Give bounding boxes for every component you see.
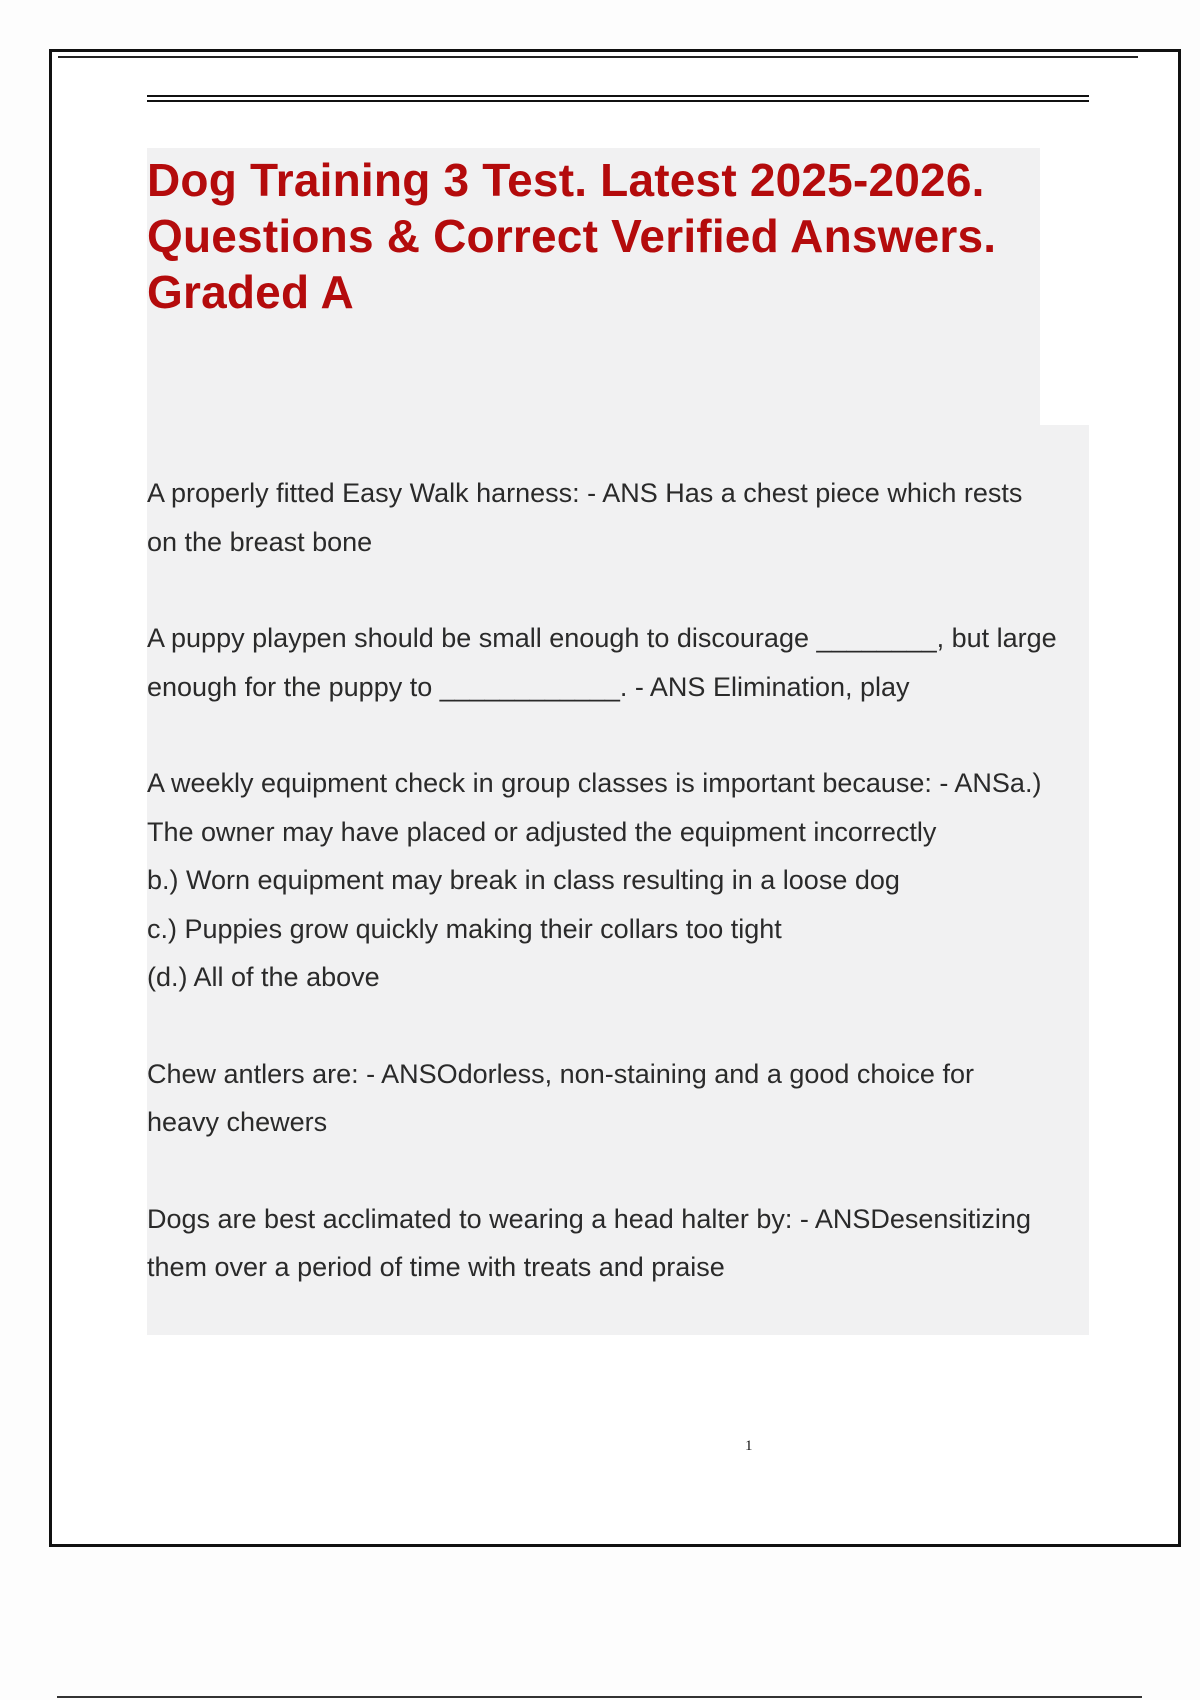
question-line: A weekly equipment check in group classes is important because: - ANSa.) (147, 768, 1042, 798)
title-line: Graded A (147, 266, 354, 318)
question-line: Dogs are best acclimated to wearing a head halter by: - ANSDesensitizing (147, 1203, 1031, 1234)
frame-top-line (58, 56, 1138, 58)
question-line: on the breast bone (147, 526, 373, 557)
question-item (147, 759, 1089, 1002)
title-block (147, 148, 1040, 425)
question-line: Chew antlers are: - ANSOdorless, non-staining and a good choice for (147, 1058, 974, 1089)
content-block (147, 425, 1089, 1335)
page-number: 1 (745, 1438, 753, 1454)
question-item (147, 1050, 1089, 1147)
document-title (147, 148, 1040, 320)
question-line: heavy chewers (147, 1107, 328, 1137)
title-line: Dog Training 3 Test. Latest 2025-2026. (147, 154, 985, 206)
question-item (147, 469, 1089, 566)
question-line: The owner may have placed or adjusted the equipment incorrectly (147, 816, 937, 847)
title-line: Questions & Correct Verified Answers. (147, 210, 997, 262)
question-list (147, 469, 1089, 1340)
question-line: c.) Puppies grow quickly making their collars too tight (147, 913, 782, 944)
page-frame (49, 49, 1181, 1547)
question-line: them over a period of time with treats and praise (147, 1252, 725, 1282)
question-line: A puppy playpen should be small enough to discourage ________, but large (147, 623, 1057, 653)
title-divider (147, 95, 1089, 102)
question-line: A properly fitted Easy Walk harness: - ANS Has a chest piece which rests (147, 478, 1023, 508)
question-item (147, 1195, 1089, 1292)
question-line: (d.) All of the above (147, 962, 380, 992)
bottom-rule (57, 1696, 1142, 1698)
question-line: b.) Worn equipment may break in class resulting in a loose dog (147, 865, 900, 895)
question-item (147, 614, 1089, 711)
question-line: enough for the puppy to ____________. - ANS Elimination, play (147, 671, 910, 702)
